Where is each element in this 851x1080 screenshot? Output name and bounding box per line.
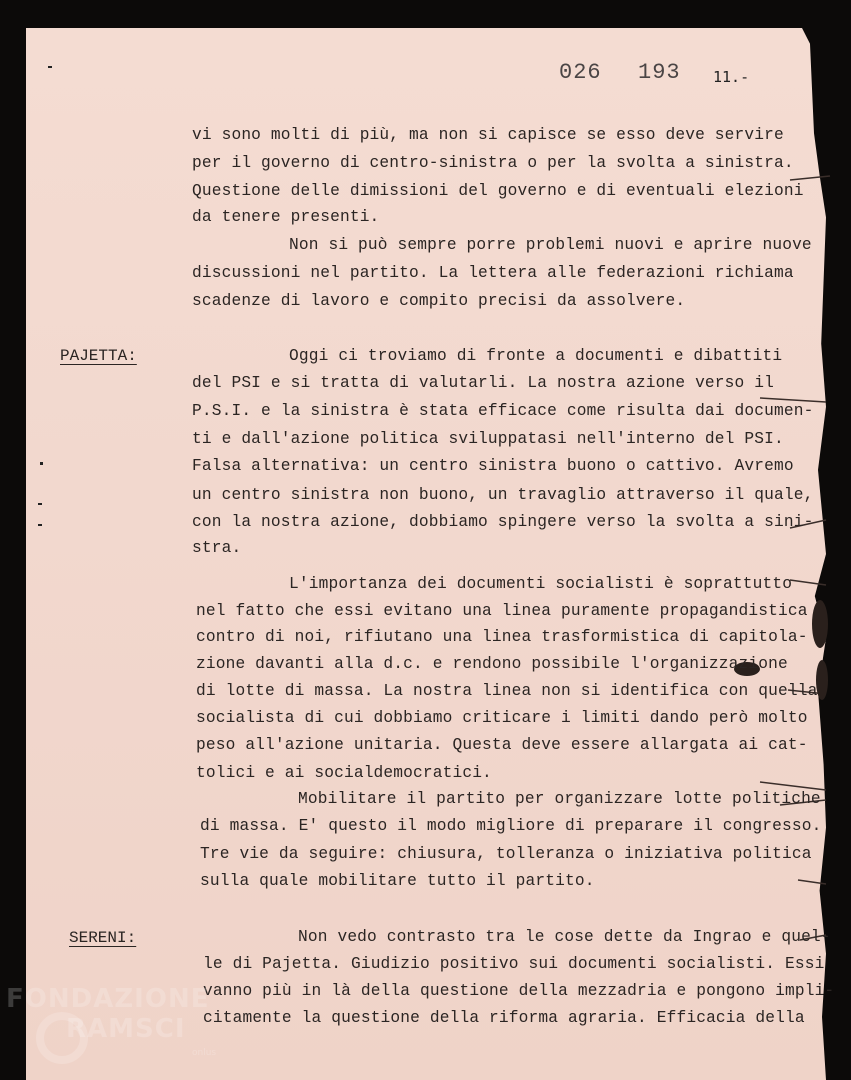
watermark-line3: onlus [192, 1048, 217, 1058]
text-line: un centro sinistra non buono, un travaglio attraverso il quale, [192, 486, 814, 504]
text-line: del PSI e si tratta di valutarli. La nostra azione verso il [192, 374, 774, 392]
page-damage [816, 660, 828, 700]
text-line: scadenze di lavoro e compito precisi da assolvere. [192, 292, 686, 310]
page-reference-right: 193 [638, 60, 681, 85]
text-line: Oggi ci troviamo di fronte a documenti e dibattiti [289, 347, 783, 365]
text-line: Mobilitare il partito per organizzare lotte politiche [298, 790, 821, 808]
text-line: di lotte di massa. La nostra linea non si identifica con quella [196, 682, 818, 700]
text-line: stra. [192, 539, 242, 557]
text-line: peso all'azione unitaria. Questa deve essere allargata ai cat- [196, 736, 808, 754]
text-line: Tre vie da seguire: chiusura, tolleranza o iniziativa politica [200, 845, 812, 863]
text-line: Non si può sempre porre problemi nuovi e aprire nuove [289, 236, 812, 254]
margin-mark [38, 524, 42, 526]
text-line: tolici e ai socialdemocratici. [196, 764, 492, 782]
text-line: Falsa alternativa: un centro sinistra buono o cattivo. Avremo [192, 457, 794, 475]
text-line: nel fatto che essi evitano una linea puramente propagandistica [196, 602, 808, 620]
text-line: discussioni nel partito. La lettera alle federazioni richiama [192, 264, 794, 282]
text-line: L'importanza dei documenti socialisti è soprattutto [289, 575, 793, 593]
text-line: P.S.I. e la sinistra è stata efficace come risulta dai documen- [192, 402, 814, 420]
margin-mark [38, 503, 42, 505]
fondazione-gramsci-watermark [6, 984, 216, 1074]
text-line: ti e dall'azione politica sviluppatasi nell'interno del PSI. [192, 430, 784, 448]
text-line: le di Pajetta. Giudizio positivo sui documenti socialisti. Essi [203, 955, 825, 973]
text-line: socialista di cui dobbiamo criticare i limiti dando però molto [196, 709, 808, 727]
text-line: citamente la questione della riforma agraria. Efficacia della [203, 1009, 805, 1027]
speaker-pajetta: PAJETTA: [60, 347, 137, 365]
text-line: Non vedo contrasto tra le cose dette da Ingrao e quel- [298, 928, 831, 946]
watermark-line1: FONDAZIONE [6, 984, 210, 1014]
page-number: 11.- [713, 68, 750, 86]
text-line: da tenere presenti. [192, 208, 380, 226]
text-line: Questione delle dimissioni del governo e di eventuali elezioni [192, 182, 804, 200]
text-line: vanno più in là della questione della mezzadria e pongono impli- [203, 982, 835, 1000]
page-reference-left: 026 [559, 60, 602, 85]
speaker-sereni: SERENI: [69, 929, 137, 947]
page-damage [812, 600, 828, 648]
text-line: contro di noi, rifiutano una linea trasformistica di capitola- [196, 628, 808, 646]
text-line: vi sono molti di più, ma non si capisce se esso deve servire [192, 126, 784, 144]
text-line: zione davanti alla d.c. e rendono possibile l'organizzazione [196, 655, 788, 673]
margin-mark [48, 66, 52, 68]
watermark-line2: RAMSCI [66, 1014, 186, 1044]
text-line: per il governo di centro-sinistra o per la svolta a sinistra. [192, 154, 794, 172]
text-line: sulla quale mobilitare tutto il partito. [200, 872, 595, 890]
text-line: di massa. E' questo il modo migliore di preparare il congresso. [200, 817, 822, 835]
margin-mark [40, 462, 43, 465]
text-line: con la nostra azione, dobbiamo spingere verso la svolta a sini- [192, 513, 814, 531]
